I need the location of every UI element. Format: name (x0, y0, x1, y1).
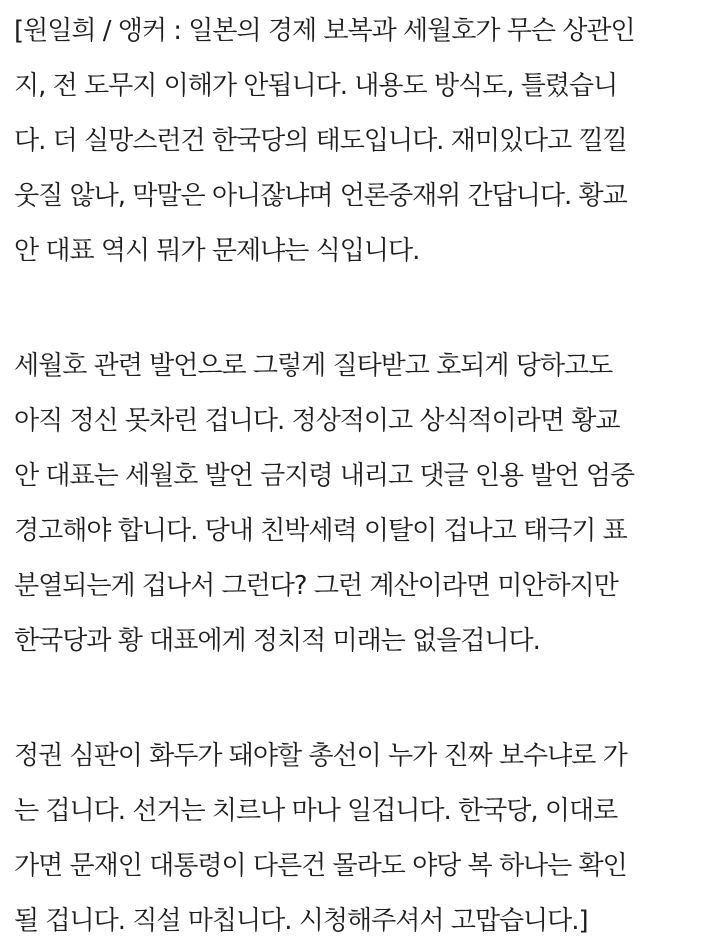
text-line: 지, 전 도무지 이해가 안됩니다. 내용도 방식도, 틀렸습니 (14, 71, 618, 101)
text-line: 분열되는게 겁나서 그런다? 그런 계산이라면 미안하지만 (14, 571, 618, 601)
paragraph-spacer (14, 279, 714, 339)
text-line: 정권 심판이 화두가 돼야할 총선이 누가 진짜 보수냐로 가 (14, 741, 627, 771)
paragraph-3 (14, 729, 714, 949)
text-line: [원일희 / 앵커 : 일본의 경제 보복과 세월호가 무슨 상관인 (14, 16, 635, 46)
text-line: 세월호 관련 발언으로 그렇게 질타받고 호되게 당하고도 (14, 351, 613, 381)
text-line: 한국당과 황 대표에게 정치적 미래는 없을겁니다. (14, 626, 540, 656)
text-line: 는 겁니다. 선거는 치르나 마나 일겁니다. 한국당, 이대로 (14, 796, 618, 826)
text-line: 아직 정신 못차린 겁니다. 정상적이고 상식적이라면 황교 (14, 406, 620, 436)
text-line: 웃질 않나, 막말은 아니잖냐며 언론중재위 간답니다. 황교 (14, 181, 627, 211)
text-line: 다. 더 실망스런건 한국당의 태도입니다. 재미있다고 낄낄 (14, 126, 627, 156)
paragraph-2 (14, 339, 714, 669)
paragraph-1 (14, 4, 714, 279)
text-line: 안 대표 역시 뭐가 문제냐는 식입니다. (14, 236, 420, 266)
text-line: 안 대표는 세월호 발언 금지령 내리고 댓글 인용 발언 엄중 (14, 461, 635, 491)
paragraph-spacer (14, 669, 714, 729)
text-line: 경고해야 합니다. 당내 친박세력 이탈이 겁나고 태극기 표 (14, 516, 627, 546)
text-line: 가면 문재인 대통령이 다른건 몰라도 야당 복 하나는 확인 (14, 851, 627, 881)
text-line: 될 겁니다. 직설 마칩니다. 시청해주셔서 고맙습니다.] (14, 906, 588, 936)
